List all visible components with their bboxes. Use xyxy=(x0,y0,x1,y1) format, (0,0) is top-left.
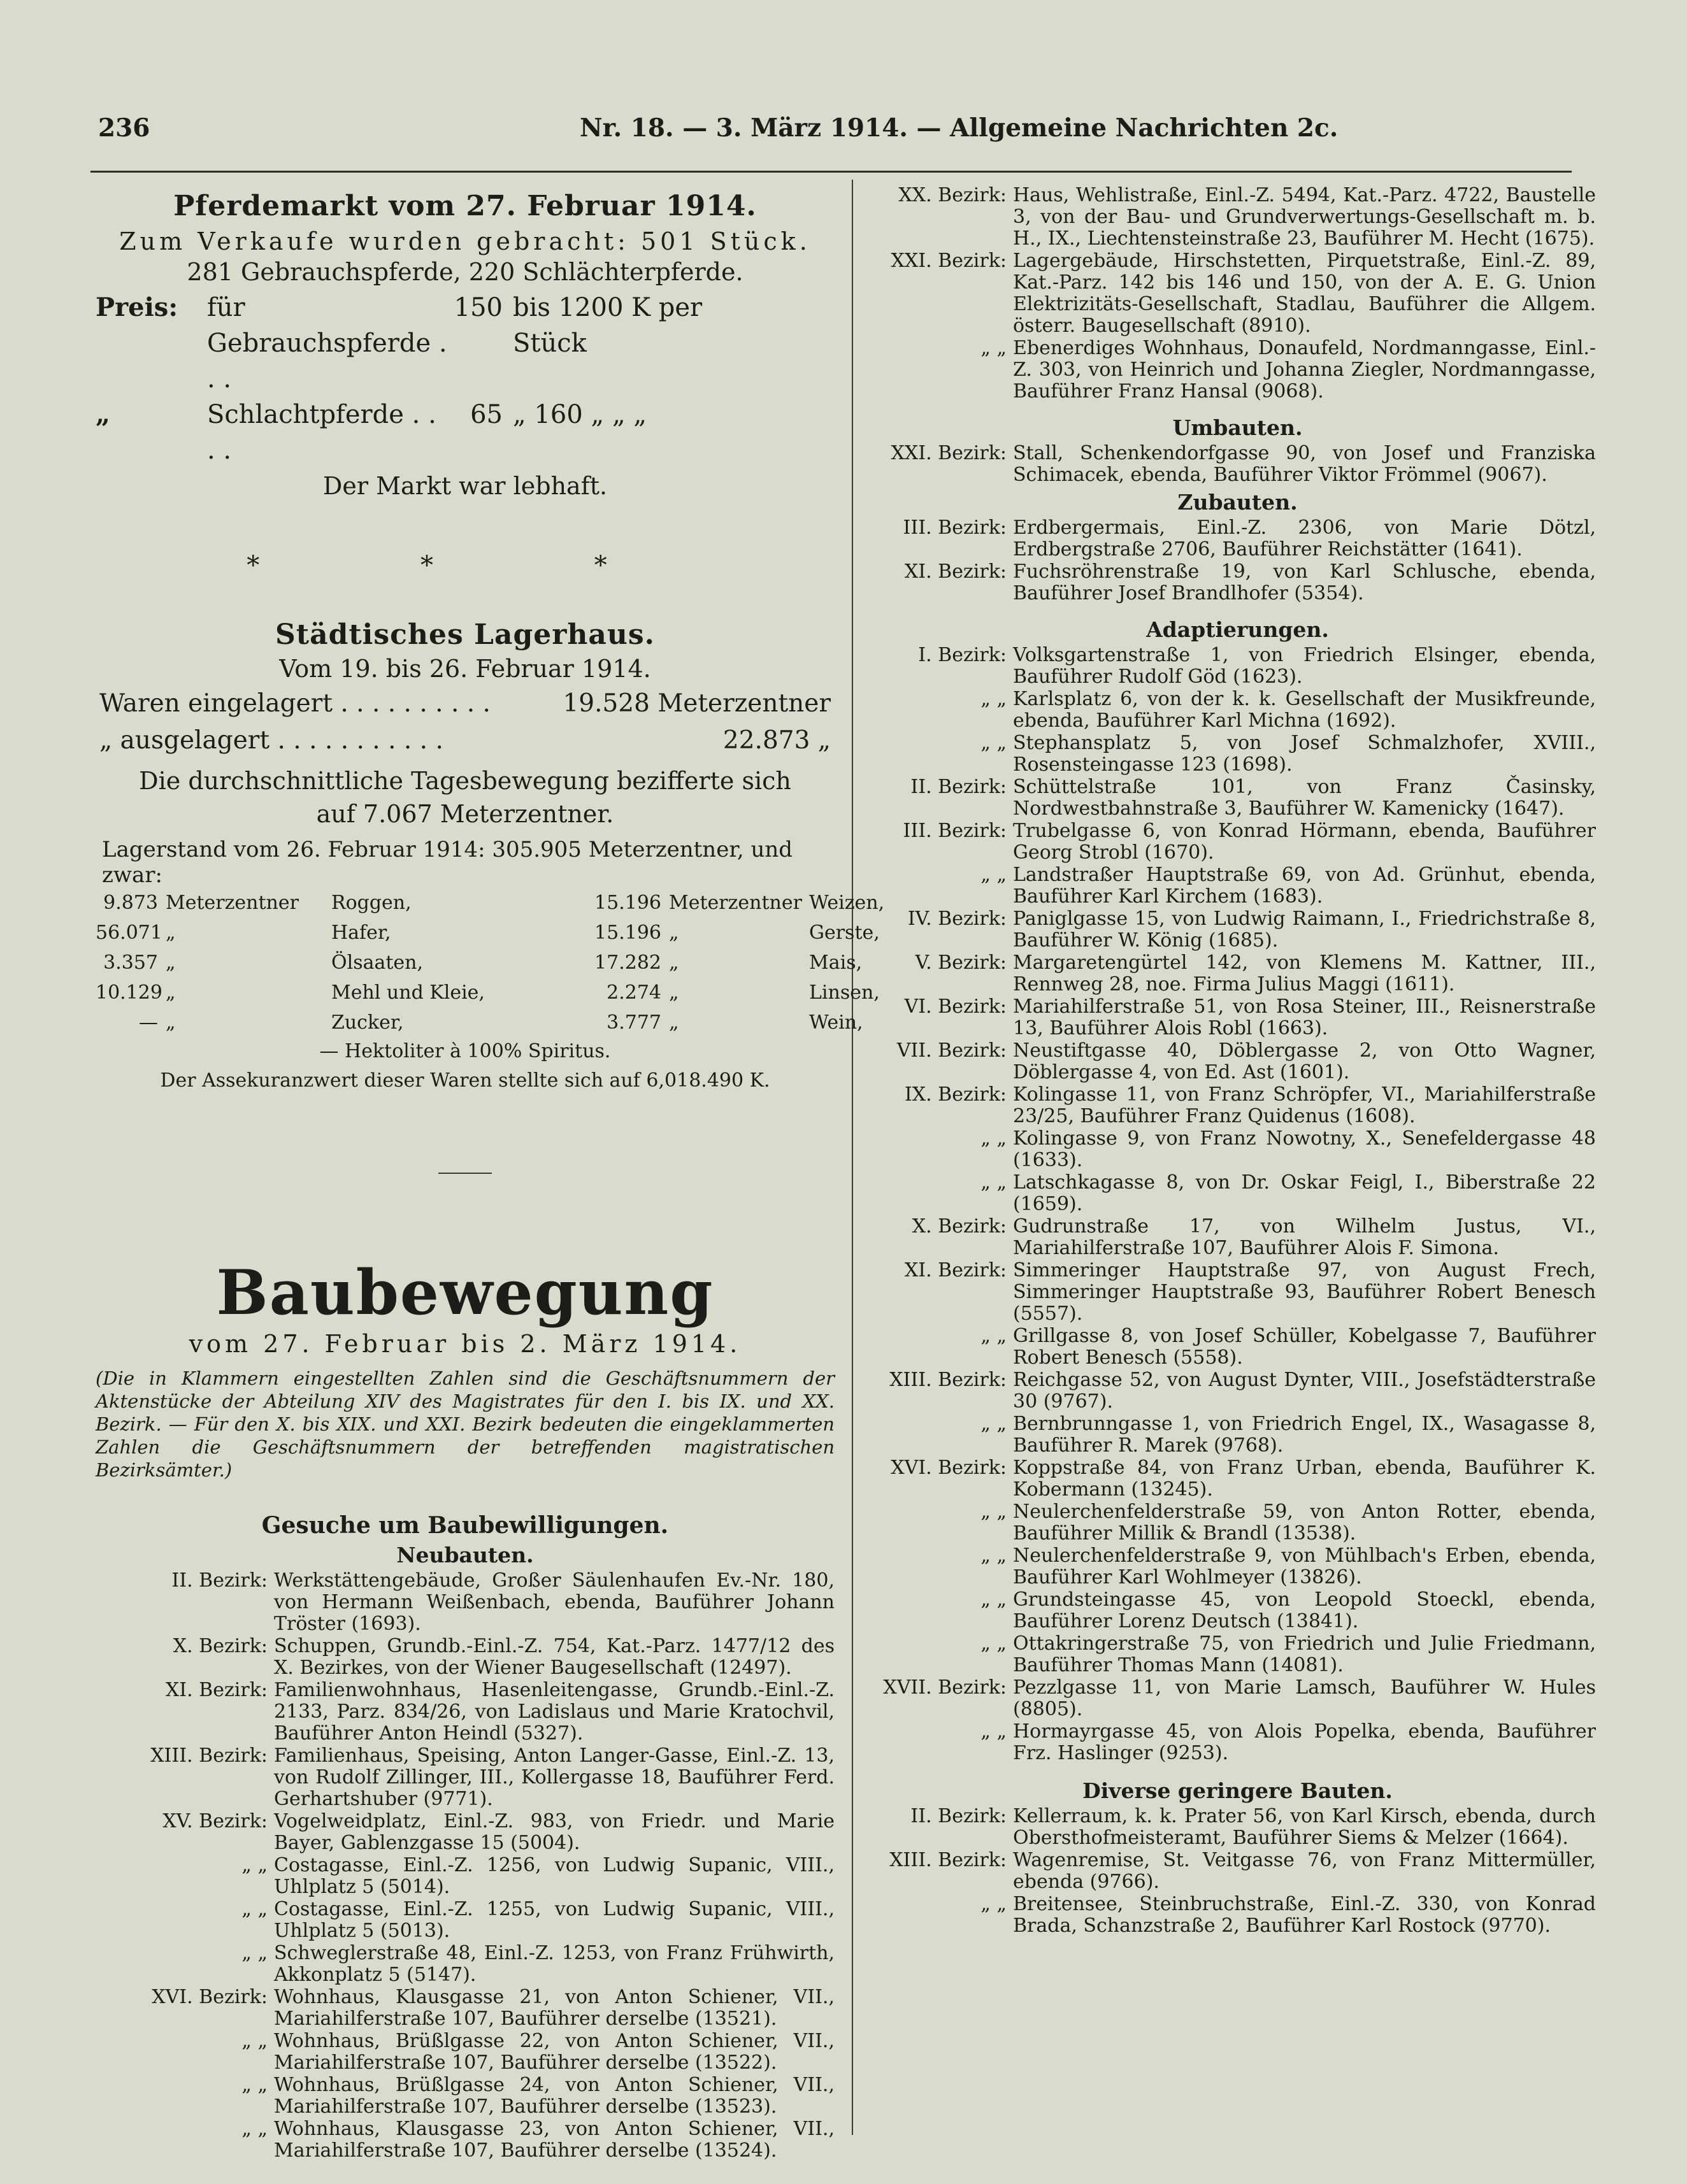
entry-text: Margaretengürtel 142, von Klemens M. Kattner, III., Rennweg 28, noe. Firma Julius Maggi (1611). xyxy=(1013,952,1596,996)
entry-row xyxy=(879,732,1596,776)
entry-text: Kolingasse 11, von Franz Schröpfer, VI., Mariahilferstraße 23/25, Bauführer Franz Quidenus (1608). xyxy=(1013,1083,1596,1127)
grain-cell: 56.071 xyxy=(96,922,162,944)
header-rule xyxy=(90,171,1572,173)
entry-district: XVII. Bezirk: xyxy=(883,1676,1007,1699)
entry-text: Gudrunstraße 17, von Wilhelm Justus, VI., Mariahilferstraße 107, Bauführer Alois F. Simona. xyxy=(1013,1215,1596,1259)
entry-row xyxy=(879,1501,1596,1545)
baubewegung-title: Baubewegung xyxy=(216,1257,714,1329)
entry-row xyxy=(879,1040,1596,1083)
grain-cell: Wein, xyxy=(809,1011,863,1034)
running-title: Nr. 18. — 3. März 1914. — Allgemeine Nachrichten 2c. xyxy=(580,113,1339,143)
entry-text: Ebenerdiges Wohnhaus, Donaufeld, Nordmanngasse, Einl.-Z. 303, von Heinrich und Johanna Ziegler, Nordmanngasse, Bauführer Franz Hansal (9068). xyxy=(1013,337,1596,403)
entry-row xyxy=(96,2074,835,2118)
lagerhaus-section xyxy=(96,618,885,1096)
diverse-title: Diverse geringere Bauten. xyxy=(1082,1778,1393,1803)
entry-text: Mariahilferstraße 51, von Rosa Steiner, III., Reisnerstraße 13, Bauführer Alois Robl (1663). xyxy=(1013,996,1596,1039)
entry-row xyxy=(879,689,1596,732)
grain-row xyxy=(96,888,885,918)
entry-district: V. Bezirk: xyxy=(915,952,1007,974)
pferdemarkt-section xyxy=(96,190,835,500)
entry-text: Trubelgasse 6, von Konrad Hörmann, ebenda, Bauführer Georg Strobl (1670). xyxy=(1013,820,1596,864)
entry-text: Neulerchenfelderstraße 59, von Anton Rotter, ebenda, Bauführer Millik & Brandl (13538). xyxy=(1013,1501,1596,1545)
entry-row xyxy=(879,645,1596,688)
pferdemarkt-closing: Der Markt war lebhaft. xyxy=(322,472,608,500)
entry-text: Schuppen, Grundb.-Einl.-Z. 754, Kat.-Parz. 1477/12 des X. Bezirkes, von der Wiener Baugesellschaft (12497). xyxy=(274,1635,835,1679)
entry-text: Grillgasse 8, von Josef Schüller, Kobelgasse 7, Bauführer Robert Benesch (5558). xyxy=(1013,1325,1596,1369)
entry-row xyxy=(879,996,1596,1039)
entry-district: XIII. Bezirk: xyxy=(150,1745,268,1767)
grain-cell: „ xyxy=(669,1011,679,1034)
entry-text: Pezzlgasse 11, von Marie Lamsch, Bauführer W. Hules (8805). xyxy=(1013,1676,1596,1720)
section-rule xyxy=(438,1173,492,1174)
entry-district: XI. Bezirk: xyxy=(165,1679,268,1701)
grain-row xyxy=(96,918,880,948)
entry-district: „ „ xyxy=(241,1898,268,1920)
entry-row xyxy=(879,1369,1596,1413)
entry-text: Paniglgasse 15, von Ludwig Raimann, I., Friedrichstraße 8, Bauführer W. König (1685). xyxy=(1013,908,1596,952)
entry-row xyxy=(879,1413,1596,1457)
assekuranz-line: Der Assekuranzwert dieser Waren stellte sich auf 6,018.490 K. xyxy=(160,1069,770,1092)
entry-district: „ „ xyxy=(241,1854,268,1876)
entry-text: Wohnhaus, Klausgasse 23, von Anton Schiener, VII., Mariahilferstraße 107, Bauführer derselbe (13524). xyxy=(274,2118,835,2162)
right-column xyxy=(879,185,1596,1938)
preis-table xyxy=(96,290,835,468)
entry-row xyxy=(879,1721,1596,1764)
entry-text: Stall, Schenkendorfgasse 90, von Josef und Franziska Schimacek, ebenda, Bauführer Viktor Frömmel (9067). xyxy=(1013,442,1596,486)
entry-row xyxy=(879,1545,1596,1588)
entry-text: Bernbrunngasse 1, von Friedrich Engel, IX., Wasagasse 8, Bauführer R. Marek (9768). xyxy=(1013,1413,1596,1457)
lagerhaus-average: Die durchschnittliche Tagesbewegung bezifferte sich auf 7.067 Meterzentner. xyxy=(139,767,791,828)
entry-row xyxy=(96,1899,835,1942)
entry-row xyxy=(96,1987,835,2030)
preis-item: für Gebrauchspferde . . . xyxy=(207,293,447,394)
grain-cell: Gerste, xyxy=(809,922,880,944)
entry-text: Grundsteingasse 45, von Leopold Stoeckl, ebenda, Bauführer Lorenz Deutsch (13841). xyxy=(1013,1588,1596,1632)
entry-district: „ „ xyxy=(980,1127,1007,1150)
entry-district: „ „ xyxy=(241,2030,268,2052)
preis-from: 150 xyxy=(454,293,503,322)
entry-row xyxy=(879,908,1596,952)
entry-text: Koppstraße 84, von Franz Urban, ebenda, Bauführer K. Kobermann (13245). xyxy=(1013,1457,1596,1501)
neubauten-title: Neubauten. xyxy=(396,1543,534,1567)
entry-row xyxy=(879,1806,1596,1849)
grain-cell: 15.196 xyxy=(594,922,661,944)
neubauten-list xyxy=(96,1570,835,2162)
grain-cell: Hafer, xyxy=(331,922,391,944)
entry-text: Fuchsröhrenstraße 19, von Karl Schlusche, ebenda, Bauführer Josef Brandlhofer (5354). xyxy=(1013,560,1596,604)
entry-text: Schüttelstraße 101, von Franz Časinsky, Nordwestbahnstraße 3, Bauführer W. Kamenicky (1647). xyxy=(1013,776,1596,820)
entry-district: „ „ xyxy=(980,864,1007,886)
preis-row xyxy=(96,397,835,468)
column-divider xyxy=(852,180,853,2135)
entry-row xyxy=(879,1260,1596,1325)
entry-district: XI. Bezirk: xyxy=(904,1259,1007,1281)
preis-label: „ xyxy=(96,399,111,429)
lagerhaus-title: Städtisches Lagerhaus. xyxy=(275,618,656,651)
entry-text: Hormayrgasse 45, von Alois Popelka, ebenda, Bauführer Frz. Haslinger (9253). xyxy=(1013,1720,1596,1764)
entry-district: I. Bezirk: xyxy=(918,644,1007,666)
preis-to: „ 160 „ „ „ xyxy=(513,400,647,429)
entry-text: Costagasse, Einl.-Z. 1256, von Ludwig Supanic, VIII., Uhlplatz 5 (5014). xyxy=(274,1854,835,1898)
entry-district: XV. Bezirk: xyxy=(162,1810,268,1832)
entry-district: VII. Bezirk: xyxy=(896,1039,1007,1062)
entry-district: II. Bezirk: xyxy=(910,776,1007,798)
entry-row xyxy=(879,1677,1596,1720)
entry-text: Schweglerstraße 48, Einl.-Z. 1253, von Franz Frühwirth, Akkonplatz 5 (5147). xyxy=(274,1942,835,1986)
grain-cell: Linsen, xyxy=(809,981,880,1004)
grain-cell: 3.777 xyxy=(607,1011,661,1034)
entry-district: XVI. Bezirk: xyxy=(891,1457,1007,1479)
entry-row xyxy=(879,1325,1596,1369)
adaptierungen-title: Adaptierungen. xyxy=(1146,617,1329,642)
entry-text: Landstraßer Hauptstraße 69, von Ad. Grünhut, ebenda, Bauführer Karl Kirchem (1683). xyxy=(1013,864,1596,908)
lager-value: 19.528 Meterzentner xyxy=(563,689,831,718)
entry-text: Wohnhaus, Klausgasse 21, von Anton Schiener, VII., Mariahilferstraße 107, Bauführer derselbe (13521). xyxy=(274,1986,835,2030)
entry-district: II. Bezirk: xyxy=(910,1805,1007,1827)
entry-row xyxy=(879,776,1596,820)
entry-text: Reichgasse 52, von August Dynter, VIII., Josefstädterstraße 30 (9767). xyxy=(1013,1369,1596,1413)
entry-district: „ „ xyxy=(980,1501,1007,1523)
entry-text: Lagergebäude, Hirschstetten, Pirquetstraße, Einl.-Z. 89, Kat.-Parz. 142 bis 146 und 150, von der A. E. G. Union Elektrizitäts-Gesellschaft, Stadlau, Bauführer die Allgem. österr. Baugesellschaft (8910). xyxy=(1013,250,1596,337)
entry-row xyxy=(96,1811,835,1854)
entry-district: XXI. Bezirk: xyxy=(891,442,1007,464)
entry-district: „ „ xyxy=(980,1720,1007,1743)
entry-text: Familienhaus, Speising, Anton Langer-Gasse, Einl.-Z. 13, von Rudolf Zillinger, III., Kollergasse 18, Bauführer Ferd. Gerhartshuber (9771). xyxy=(274,1745,835,1810)
grain-cell: 15.196 xyxy=(594,892,661,914)
page-number: 236 xyxy=(98,113,150,143)
entry-text: Wohnhaus, Brüßlgasse 24, von Anton Schiener, VII., Mariahilferstraße 107, Bauführer derselbe (13523). xyxy=(274,2074,835,2118)
grain-row xyxy=(96,948,863,978)
entry-text: Wagenremise, St. Veitgasse 76, von Franz Mittermüller, ebenda (9766). xyxy=(1013,1849,1596,1893)
entry-row xyxy=(96,1570,835,1635)
baubewegung-section xyxy=(96,1257,835,2162)
lager-row xyxy=(96,722,835,759)
entry-district: X. Bezirk: xyxy=(173,1635,268,1657)
entry-row xyxy=(96,1745,835,1810)
entry-row xyxy=(879,1457,1596,1501)
entry-row xyxy=(879,820,1596,864)
entry-district: „ „ xyxy=(980,688,1007,710)
entry-row xyxy=(879,1128,1596,1171)
grain-cell: 2.274 xyxy=(607,981,661,1004)
grain-cell: Mehl und Kleie, xyxy=(331,981,485,1004)
entry-district: XI. Bezirk: xyxy=(904,560,1007,583)
entry-district: IX. Bezirk: xyxy=(904,1083,1007,1106)
zubauten-title: Zubauten. xyxy=(1177,490,1298,515)
entry-row xyxy=(879,1216,1596,1259)
entry-text: Kellerraum, k. k. Prater 56, von Karl Kirsch, ebenda, durch Obersthofmeisteramt, Bauführer Siems & Melzer (1664). xyxy=(1013,1805,1596,1849)
grain-cell: — xyxy=(139,1011,158,1034)
lagerhaus-stand: Lagerstand vom 26. Februar 1914: 305.905 Meterzentner, und zwar: xyxy=(102,837,793,888)
grain-cell: Roggen, xyxy=(331,892,412,914)
spiritus-line: — Hektoliter à 100% Spiritus. xyxy=(319,1040,611,1062)
umbauten-list xyxy=(879,443,1596,486)
lagerhaus-rows xyxy=(96,685,835,759)
grain-cell: 10.129 xyxy=(96,981,162,1004)
entry-text: Karlsplatz 6, von der k. k. Gesellschaft der Musikfreunde, ebenda, Bauführer Karl Michna (1692). xyxy=(1013,688,1596,732)
grain-cell: „ xyxy=(669,922,679,944)
grain-cell: „ xyxy=(166,952,176,974)
lager-row xyxy=(96,685,835,722)
entry-district: „ „ xyxy=(980,1893,1007,1915)
grain-cell: „ xyxy=(166,1011,176,1034)
entry-text: Kolingasse 9, von Franz Nowotny, X., Senefeldergasse 48 (1633). xyxy=(1013,1127,1596,1171)
entry-row xyxy=(879,952,1596,996)
entry-district: „ „ xyxy=(241,1942,268,1964)
entry-district: „ „ xyxy=(980,732,1007,754)
entry-row xyxy=(96,1943,835,1986)
baubewegung-period: vom 27. Februar bis 2. März 1914. xyxy=(189,1330,742,1358)
entry-district: XVI. Bezirk: xyxy=(152,1986,268,2008)
entry-text: Ottakringerstraße 75, von Friedrich und Julie Friedmann, Bauführer Thomas Mann (14081). xyxy=(1013,1632,1596,1676)
entry-text: Neustiftgasse 40, Döblergasse 2, von Otto Wagner, Döblergasse 4, von Ed. Ast (1601). xyxy=(1013,1039,1596,1083)
grain-cell: Mais, xyxy=(809,952,863,974)
entry-district: X. Bezirk: xyxy=(912,1215,1007,1238)
section-stars: * * * xyxy=(247,551,684,580)
grain-table xyxy=(96,888,885,1038)
entry-district: IV. Bezirk: xyxy=(907,908,1007,930)
entry-district: XXI. Bezirk: xyxy=(891,250,1007,272)
entry-district: III. Bezirk: xyxy=(903,820,1007,842)
entry-text: Werkstättengebäude, Großer Säulenhaufen Ev.-Nr. 180, von Hermann Weißenbach, ebenda, Bauführer Johann Tröster (1693). xyxy=(274,1569,835,1635)
entry-row xyxy=(879,1894,1596,1937)
entry-text: Breitensee, Steinbruchstraße, Einl.-Z. 330, von Konrad Brada, Schanzstraße 2, Bauführer Karl Rostock (9770). xyxy=(1013,1893,1596,1937)
grain-cell: „ xyxy=(166,981,176,1004)
entry-district: „ „ xyxy=(980,1325,1007,1347)
preis-to: bis 1200 K per Stück xyxy=(513,293,703,358)
gesuche-title: Gesuche um Baubewilligungen. xyxy=(261,1512,669,1539)
entry-text: Stephansplatz 5, von Josef Schmalzhofer, XVIII., Rosensteingasse 123 (1698). xyxy=(1013,732,1596,776)
preis-label: Preis: xyxy=(96,292,178,322)
entry-text: Neulerchenfelderstraße 9, von Mühlbach's Erben, ebenda, Bauführer Karl Wohlmeyer (13826). xyxy=(1013,1545,1596,1588)
entry-row xyxy=(879,185,1596,250)
entry-district: „ „ xyxy=(980,1413,1007,1435)
diverse-list xyxy=(879,1806,1596,1937)
entry-text: Simmeringer Hauptstraße 97, von August Frech, Simmeringer Hauptstraße 93, Bauführer Robert Benesch (5557). xyxy=(1013,1259,1596,1325)
entry-row xyxy=(879,864,1596,908)
entry-row xyxy=(879,250,1596,337)
entry-district: „ „ xyxy=(980,1545,1007,1567)
entry-row xyxy=(879,338,1596,403)
page-header xyxy=(96,113,1567,154)
entry-text: Wohnhaus, Brüßlgasse 22, von Anton Schiener, VII., Mariahilferstraße 107, Bauführer derselbe (13522). xyxy=(274,2030,835,2074)
grain-cell: 3.357 xyxy=(103,952,158,974)
entry-district: „ „ xyxy=(980,337,1007,359)
lager-label: „ ausgelagert . . . . . . . . . . . xyxy=(99,726,443,755)
pferdemarkt-line1: Zum Verkaufe wurden gebracht: 501 Stück. xyxy=(119,227,811,255)
entry-row xyxy=(879,1589,1596,1632)
grain-cell: „ xyxy=(669,981,679,1004)
preis-from: 65 xyxy=(470,400,503,429)
entry-district: „ „ xyxy=(241,2118,268,2140)
grain-row xyxy=(96,978,880,1008)
entry-district: XIII. Bezirk: xyxy=(889,1369,1007,1391)
entry-row xyxy=(879,1172,1596,1215)
entry-row xyxy=(879,443,1596,486)
grain-cell: 17.282 xyxy=(594,952,661,974)
entry-row xyxy=(879,1850,1596,1893)
entry-text: Haus, Wehlistraße, Einl.-Z. 5494, Kat.-Parz. 4722, Baustelle 3, von der Bau- und Grundverwertungs-Gesellschaft m. b. H., IX., Liechtensteinstraße 23, Bauführer M. Hecht (1675). xyxy=(1013,184,1596,250)
adaptierungen-list xyxy=(879,645,1596,1764)
entry-district: „ „ xyxy=(241,2074,268,2096)
entry-district: „ „ xyxy=(980,1632,1007,1655)
entry-text: Costagasse, Einl.-Z. 1255, von Ludwig Supanic, VIII., Uhlplatz 5 (5013). xyxy=(274,1898,835,1942)
grain-cell: „ xyxy=(669,952,679,974)
entry-district: III. Bezirk: xyxy=(903,517,1007,539)
entry-text: Erdbergermais, Einl.-Z. 2306, von Marie Dötzl, Erdbergstraße 2706, Bauführer Reichstätter (1641). xyxy=(1013,517,1596,560)
grain-cell: Ölsaaten, xyxy=(331,952,424,974)
entry-district: XIII. Bezirk: xyxy=(889,1849,1007,1871)
neubauten-continued-list xyxy=(879,185,1596,403)
entry-row xyxy=(96,1855,835,1898)
entry-row xyxy=(96,1636,835,1679)
lager-value: 22.873 „ xyxy=(722,726,831,755)
entry-row xyxy=(96,1680,835,1745)
entry-district: XX. Bezirk: xyxy=(898,184,1007,206)
grain-cell: Meterzentner xyxy=(669,892,802,914)
grain-cell: 9.873 xyxy=(103,892,158,914)
zubauten-list xyxy=(879,517,1596,604)
entry-district: „ „ xyxy=(980,1171,1007,1194)
entry-row xyxy=(879,561,1596,604)
entry-row xyxy=(879,1633,1596,1676)
entry-row xyxy=(879,1084,1596,1127)
entry-row xyxy=(96,2118,835,2162)
entry-district: II. Bezirk: xyxy=(171,1569,268,1592)
grain-cell: Meterzentner xyxy=(166,892,299,914)
umbauten-title: Umbauten. xyxy=(1172,415,1303,440)
grain-cell: „ xyxy=(166,922,176,944)
entry-district: VI. Bezirk: xyxy=(904,996,1007,1018)
grain-row xyxy=(96,1008,863,1038)
entry-text: Familienwohnhaus, Hasenleitengasse, Grundb.-Einl.-Z. 2133, Parz. 834/26, von Ladislaus und Marie Kratochvil, Bauführer Anton Heindl (5327). xyxy=(274,1679,835,1745)
grain-cell: Zucker, xyxy=(331,1011,404,1034)
preis-item: Schlachtpferde . . . . xyxy=(207,400,436,465)
entry-text: Volksgartenstraße 1, von Friedrich Elsinger, ebenda, Bauführer Rudolf Göd (1623). xyxy=(1013,644,1596,688)
entry-district: „ „ xyxy=(980,1588,1007,1611)
left-column xyxy=(96,185,885,2162)
pferdemarkt-line2: 281 Gebrauchspferde, 220 Schlächterpferde. xyxy=(187,258,743,286)
entry-text: Latschkagasse 8, von Dr. Oskar Feigl, I., Biberstraße 22 (1659). xyxy=(1013,1171,1596,1215)
pferdemarkt-title: Pferdemarkt vom 27. Februar 1914. xyxy=(173,190,757,222)
grain-cell: Weizen, xyxy=(809,892,885,914)
entry-row xyxy=(96,2031,835,2074)
lager-label: Waren eingelagert . . . . . . . . . . xyxy=(99,689,491,718)
entry-row xyxy=(879,517,1596,560)
preis-row xyxy=(96,290,835,397)
entry-text: Vogelweidplatz, Einl.-Z. 983, von Friedr. und Marie Bayer, Gablenzgasse 15 (5004). xyxy=(274,1810,835,1854)
baubewegung-note: (Die in Klammern eingestellten Zahlen sind die Geschäftsnummern der Aktenstücke der Abteilung XIV des Magistrates für den I. bis IX. und XX. Bezirk. — Für den X. bis XIX. und XXI. Bezirk bedeuten die eingeklammerten Zahlen die Geschäftsnummern der betreffenden magistratischen Bezirksämter.) xyxy=(96,1367,835,1481)
lagerhaus-period: Vom 19. bis 26. Februar 1914. xyxy=(279,655,651,683)
